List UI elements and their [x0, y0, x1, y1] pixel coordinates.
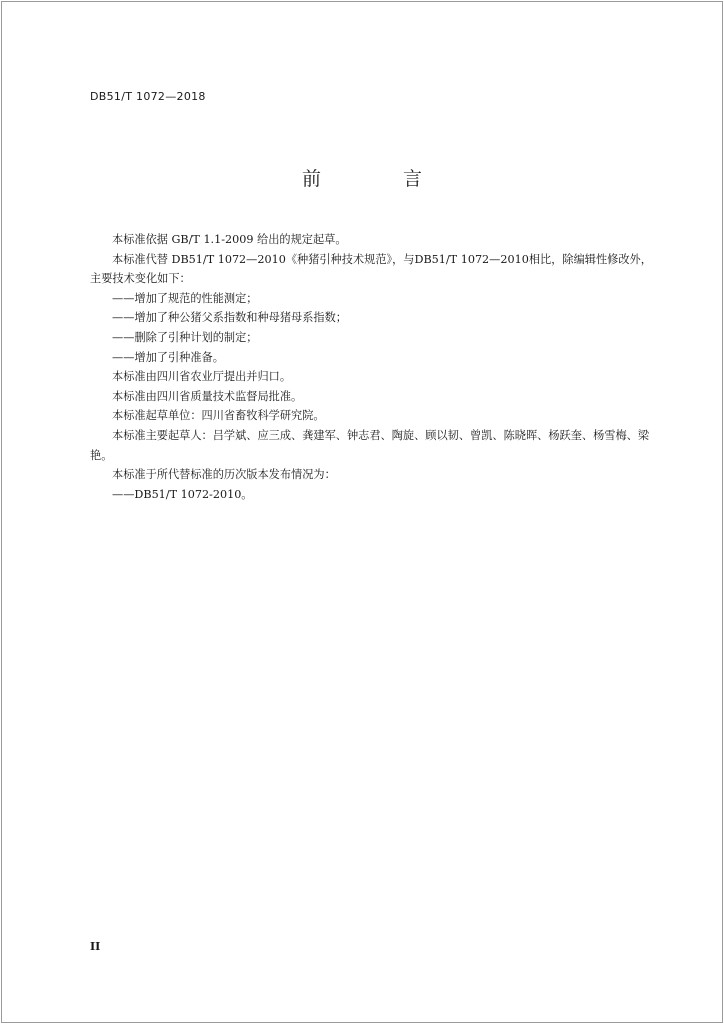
change-item-3: ——删除了引种计划的制定； — [112, 330, 258, 344]
paragraph-history-intro: 本标准于所代替标准的历次版本发布情况为： — [112, 468, 336, 482]
change-item-1: ——增加了规范的性能测定； — [112, 291, 258, 305]
history-item-1: ——DB51/T 1072-2010。 — [112, 487, 253, 501]
paragraph-proposer: 本标准由四川省农业厅提出并归口。 — [112, 370, 292, 384]
change-item-4: ——增加了引种准备。 — [112, 350, 224, 364]
standard-code: DB51/T 1072—2018 — [90, 90, 206, 103]
change-item-2: ——增加了种公猪父系指数和种母猪母系指数； — [112, 311, 347, 325]
paragraph-approver: 本标准由四川省质量技术监督局批准。 — [112, 389, 303, 403]
document-page — [1, 1, 723, 1023]
paragraph-drafting-unit: 本标准起草单位：四川省畜牧科学研究院。 — [112, 409, 325, 423]
page-title: 前 言 — [301, 168, 461, 190]
page-number: II — [90, 940, 101, 953]
paragraph-replacement: 本标准代替 DB51/T 1072—2010《种猪引种技术规范》，与DB51/T 1072—2010相比，除编辑性修改外，主要技术变化如下： — [90, 252, 652, 286]
paragraph-drafters: 本标准主要起草人：吕学斌、应三成、龚建军、钟志君、陶旋、顾以韧、曾凯、陈晓晖、杨跃奎、杨雪梅、梁艳。 — [90, 428, 650, 462]
paragraph-drafting-basis: 本标准依据 GB/T 1.1-2009 给出的规定起草。 — [112, 233, 347, 246]
foreword-body — [90, 230, 662, 504]
